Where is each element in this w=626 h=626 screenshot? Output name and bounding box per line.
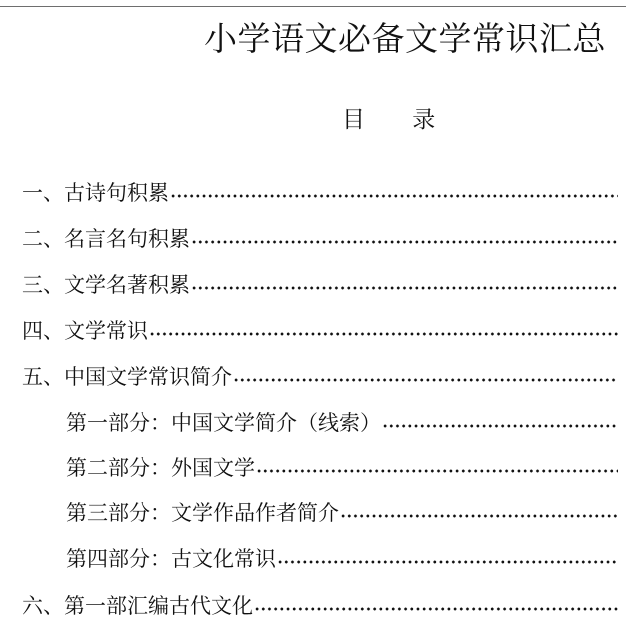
toc-dot-leader (191, 238, 618, 246)
toc-dot-leader (233, 376, 618, 384)
toc-entry[interactable] (66, 407, 618, 437)
toc-entry-label: 第四部分：古文化常识 (66, 547, 276, 571)
toc-heading: 目 录 (342, 107, 456, 133)
toc-entry[interactable] (22, 177, 618, 207)
toc-entry[interactable] (22, 269, 618, 299)
toc-dot-leader (149, 330, 618, 338)
toc-dot-leader (382, 422, 618, 430)
toc-entry[interactable] (66, 452, 618, 482)
document-title: 小学语文必备文学常识汇总 (204, 19, 606, 58)
toc-entry-label: 三、文学名著积累 (22, 273, 190, 297)
toc-dot-leader (191, 284, 618, 292)
toc-entry-label: 第一部分：中国文学简介（线索） (66, 411, 381, 435)
toc-entry-label: 二、名言名句积累 (22, 227, 190, 251)
toc-entry[interactable] (22, 590, 618, 620)
toc-dot-leader (170, 192, 618, 200)
toc-entry-label: 六、第一部汇编古代文化 (22, 594, 253, 618)
toc-dot-leader (254, 605, 618, 613)
toc-entry-label: 五、中国文学常识简介 (22, 365, 232, 389)
toc-dot-leader (340, 512, 618, 520)
toc-entry-label: 一、古诗句积累 (22, 181, 169, 205)
toc-dot-leader (277, 558, 618, 566)
toc-entry-label: 四、文学常识 (22, 319, 148, 343)
toc-entry-label: 第二部分：外国文学 (66, 456, 255, 480)
toc-entry[interactable] (22, 361, 618, 391)
toc-entry-label: 第三部分：文学作品作者简介 (66, 501, 339, 525)
toc-dot-leader (256, 467, 618, 475)
toc-entry[interactable] (22, 315, 618, 345)
toc-entry[interactable] (66, 497, 618, 527)
toc-entry[interactable] (66, 543, 618, 573)
toc-entry[interactable] (22, 223, 618, 253)
